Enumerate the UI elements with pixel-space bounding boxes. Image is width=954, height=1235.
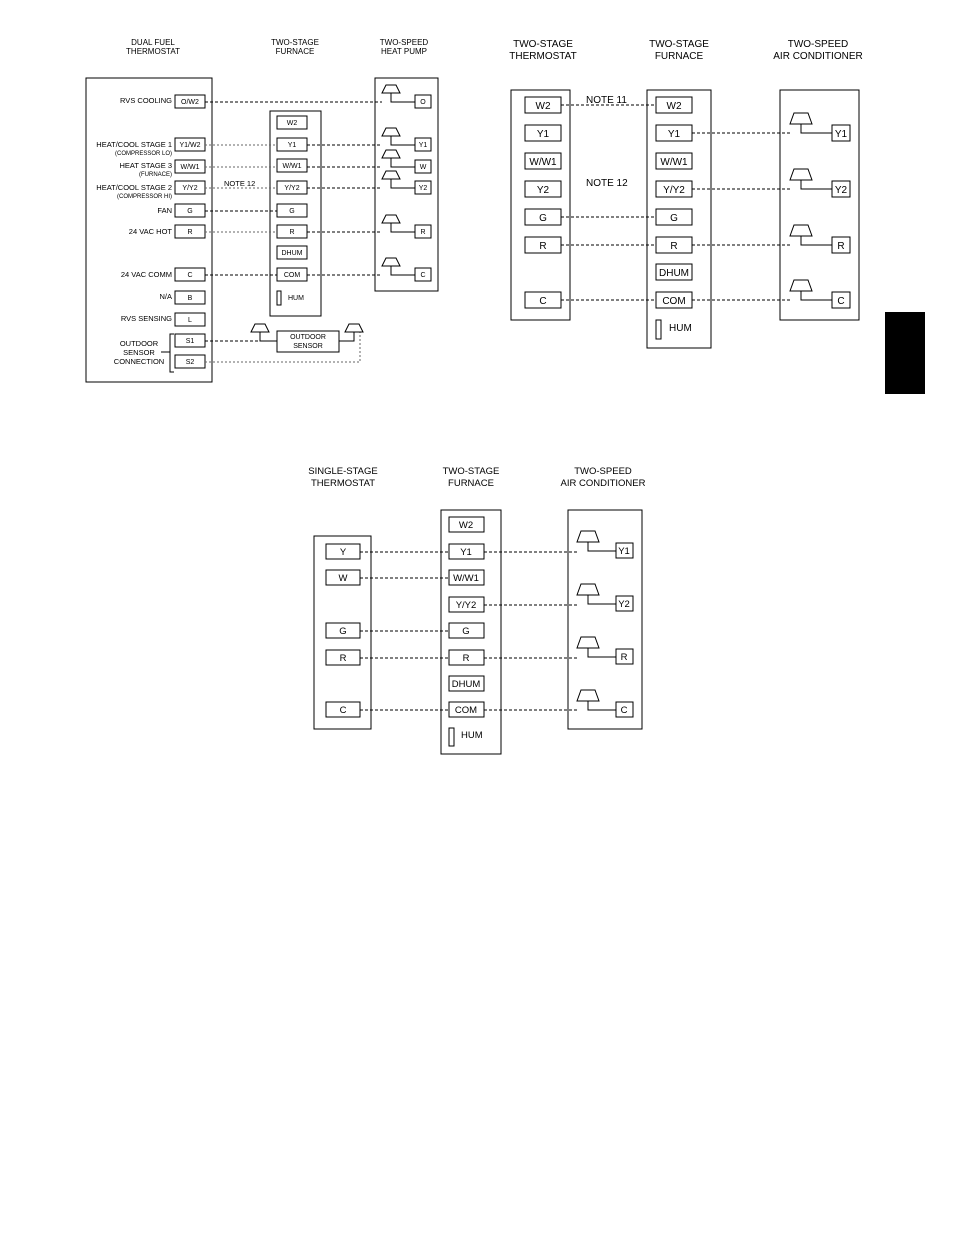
ac3-c-label: C [620, 705, 628, 716]
heatpump-w-label: W [419, 164, 427, 171]
terminal-s2-label: S2 [185, 359, 195, 366]
label-24vac-comm: 24 VAC COMM [120, 270, 172, 279]
connector-icon [339, 324, 363, 341]
terminal-s1-label: S1 [185, 338, 195, 345]
page-tab [885, 312, 925, 394]
furnace2-w-w1-label: W/W1 [660, 157, 688, 168]
tstat3-r-label: R [339, 653, 347, 664]
terminal-r-label: R [187, 229, 193, 236]
tstat3-c-label: C [339, 705, 347, 716]
ac3-r-label: R [620, 652, 628, 663]
furnace3-w-w1-label: W/W1 [453, 573, 479, 584]
header2-furnace-1: TWO-STAGE [649, 39, 709, 50]
terminal-o-w2-label: O/W2 [181, 99, 199, 106]
diagram-single-stage [308, 466, 645, 754]
label-na: N/A [159, 292, 172, 301]
terminal-l-label: L [188, 317, 192, 324]
tstat2-y1-label: Y1 [536, 129, 550, 140]
heatpump-y2-label: Y2 [418, 185, 428, 192]
header2-thermostat-2: THERMOSTAT [509, 51, 577, 62]
furnace2-w2-label: W2 [666, 101, 682, 112]
tstat2-g-label: G [539, 213, 547, 224]
label-furnace: (FURNACE) [139, 172, 172, 178]
outdoor-sensor [251, 324, 363, 352]
furnace3-g-label: G [462, 626, 470, 637]
furnace1-w2-label: W2 [286, 120, 298, 127]
tstat2-c-label: C [539, 296, 547, 307]
outdoor-sensor-label-1: OUTDOOR [290, 334, 326, 341]
label-compressor-lo: (COMPRESSOR LO) [114, 151, 172, 157]
furnace2-r-label: R [670, 241, 678, 252]
label-compressor-hi: (COMPRESSOR HI) [116, 194, 172, 200]
ac2-y1-label: Y1 [834, 129, 848, 140]
terminal-w-w1-label: W/W1 [180, 164, 200, 171]
tstat3-g-label: G [339, 626, 347, 637]
furnace2-y-y2-label: Y/Y2 [663, 185, 685, 196]
note-12-diagram1: NOTE 12 [224, 179, 256, 188]
furnace1-g-label: G [289, 208, 295, 215]
furnace3-y-y2-label: Y/Y2 [455, 600, 477, 611]
diagram-dual-fuel [86, 38, 438, 382]
furnace2-g-label: G [670, 213, 678, 224]
furnace3-hum-label: HUM [461, 730, 483, 741]
furnace3-terminals [449, 517, 484, 746]
header2-furnace-2: FURNACE [654, 51, 704, 62]
label-heat-cool-stage1: HEAT/COOL STAGE 1 [96, 140, 172, 149]
label-outdoor: OUTDOOR [119, 339, 159, 348]
tstat2-r-label: R [539, 241, 547, 252]
terminal-b-label: B [187, 295, 193, 302]
terminal-g-label: G [187, 208, 193, 215]
header-heatpump-2: HEAT PUMP [381, 47, 427, 56]
heatpump-y1-label: Y1 [418, 142, 428, 149]
furnace-terminals-1 [277, 116, 307, 305]
header-furnace-2: FURNACE [275, 47, 315, 56]
tstat3-w-label: W [338, 573, 348, 584]
heatpump-c-label: C [420, 272, 426, 279]
header3-thermostat-2: THERMOSTAT [310, 478, 376, 489]
note-11: NOTE 11 [586, 95, 627, 106]
furnace2-terminals [656, 97, 692, 339]
terminal-c-label: C [187, 272, 193, 279]
label-heat-cool-stage2: HEAT/COOL STAGE 2 [96, 183, 172, 192]
heatpump-r-label: R [420, 229, 426, 236]
furnace2-com-label: COM [662, 296, 686, 307]
tstat3-y-label: Y [339, 547, 347, 558]
furnace1-hum-terminal [277, 291, 281, 305]
furnace3-y1-label: Y1 [460, 547, 472, 558]
header3-ac-1: TWO-SPEED [574, 466, 632, 477]
outdoor-sensor-label-2: SENSOR [293, 343, 323, 350]
header-dual-fuel-thermostat-2: THERMOSTAT [126, 47, 180, 56]
header2-ac-2: AIR CONDITIONER [773, 51, 863, 62]
header3-thermostat-1: SINGLE-STAGE [308, 466, 378, 477]
header-dual-fuel-thermostat-1: DUAL FUEL [131, 38, 175, 47]
ac3-y2-label: Y2 [618, 599, 630, 610]
ac2-y2-label: Y2 [834, 185, 848, 196]
label-connection: CONNECTION [113, 357, 165, 366]
ac3-y1-label: Y1 [618, 546, 630, 557]
tstat2-w2-label: W2 [535, 101, 551, 112]
furnace1-com-label: COM [283, 272, 301, 279]
terminal-y-y2-label: Y/Y2 [182, 185, 198, 192]
label-sensor: SENSOR [123, 348, 155, 357]
furnace2-hum-label: HUM [669, 323, 692, 334]
furnace1-r-label: R [289, 229, 295, 236]
note-12-diagram2: NOTE 12 [586, 178, 628, 189]
header2-thermostat-1: TWO-STAGE [513, 39, 573, 50]
furnace2-dhum-label: DHUM [659, 268, 689, 279]
furnace3-w2-label: W2 [458, 520, 474, 531]
furnace2-y1-label: Y1 [667, 129, 681, 140]
header-heatpump-1: TWO-SPEED [379, 38, 429, 47]
furnace1-dhum-label: DHUM [281, 250, 303, 257]
heatpump-o-label: O [420, 99, 426, 106]
furnace3-com-label: COM [454, 705, 478, 716]
ac2-c-label: C [837, 296, 845, 307]
tstat2-w-w1-label: W/W1 [529, 157, 557, 168]
header-furnace-1: TWO-STAGE [271, 38, 319, 47]
header3-furnace-2: FURNACE [448, 478, 494, 489]
label-rvs-cooling: RVS COOLING [120, 96, 172, 105]
furnace3-r-label: R [462, 653, 470, 664]
furnace1-y1-label: Y1 [287, 142, 297, 149]
label-rvs-sensing: RVS SENSING [120, 314, 172, 323]
furnace2-hum-terminal [656, 320, 661, 339]
header2-ac-1: TWO-SPEED [787, 39, 849, 50]
label-heat-stage3: HEAT STAGE 3 [119, 161, 172, 170]
furnace1-w-w1-label: W/W1 [282, 163, 302, 170]
terminal-y1-w2-label: Y1/W2 [179, 142, 201, 149]
label-fan: FAN [157, 206, 172, 215]
header3-ac-2: AIR CONDITIONER [560, 478, 646, 489]
furnace1-hum-label: HUM [288, 295, 304, 302]
wire-s1 [205, 332, 260, 341]
header3-furnace-1: TWO-STAGE [442, 466, 500, 477]
furnace1-y-y2-label: Y/Y2 [284, 185, 300, 192]
tstat2-y2-label: Y2 [536, 185, 550, 196]
ac2-r-label: R [837, 241, 845, 252]
label-24vac-hot: 24 VAC HOT [128, 227, 172, 236]
connector-icon [251, 324, 277, 341]
furnace3-dhum-label: DHUM [451, 679, 481, 690]
diagram-two-stage [509, 39, 862, 348]
furnace3-hum-terminal [449, 728, 454, 746]
